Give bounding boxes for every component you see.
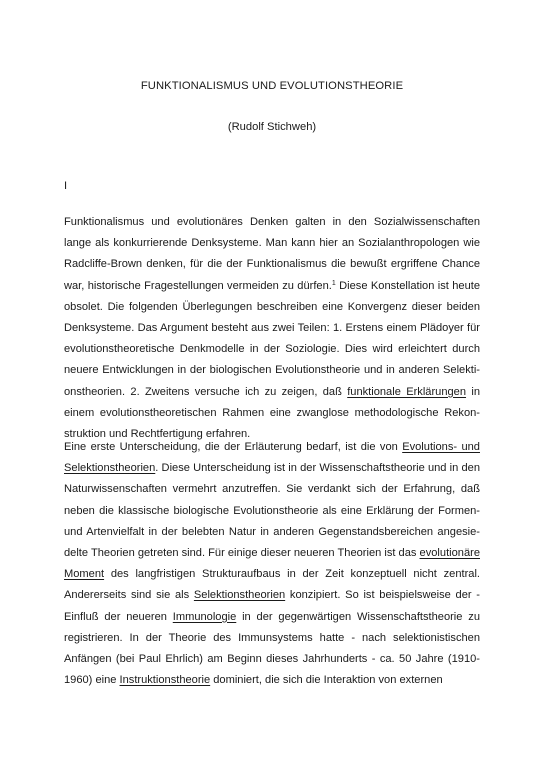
text-segment: war, historische Fragestellungen vermeiden zu dürfen.	[64, 279, 332, 292]
text-line	[64, 543, 480, 564]
text-segment: Anfängen (bei Paul Ehrlich) am Beginn dieses Jahrhunderts - ca. 50 Jahre (1910-	[64, 652, 480, 665]
text-segment: registrieren. In der Theorie des Immunsystems hatte - nach selektionistischen	[64, 631, 480, 644]
paragraph-1	[64, 212, 480, 445]
text-line	[64, 254, 480, 275]
paragraph-2	[64, 437, 480, 691]
document-author: (Rudolf Stichweh)	[227, 121, 317, 133]
document-title: FUNKTIONALISMUS UND EVOLUTIONSTHEORIE	[140, 80, 404, 92]
underlined-term: Evolutions- und	[402, 441, 480, 453]
text-segment: 1960) eine	[64, 674, 120, 687]
text-segment: in der gegenwärtigen Wissenschaftstheorie zu	[236, 610, 480, 623]
text-line	[64, 297, 480, 318]
underlined-term: Moment	[64, 568, 105, 581]
text-segment: dominiert, die sich die Interaktion von externen	[210, 674, 443, 687]
text-segment: struktion und Rechtfertigung erfahren.	[64, 427, 251, 440]
underlined-term: Instruktionstheorie	[119, 674, 211, 687]
text-line	[64, 522, 480, 543]
text-segment: und Artenvielfalt in der belebten Natur in anderen Gegenstandsbereichen angesie-	[64, 525, 480, 538]
text-line	[64, 318, 480, 339]
text-line	[64, 670, 480, 691]
text-segment: neben die klassische biologische Evolutionstheorie als eine Erklärung der Formen-	[64, 504, 480, 517]
text-line	[64, 479, 480, 500]
text-line	[64, 339, 480, 360]
text-segment: Einfluß der neueren	[64, 610, 173, 623]
text-line	[64, 437, 480, 458]
text-line	[64, 628, 480, 649]
text-segment: neuere Entwicklungen in der biologischen Evolutionstheorie und in anderen Selekti-	[64, 364, 480, 377]
text-segment: evolutionstheoretische Denkmodelle in der Soziologie. Dies wird erleichtert durch	[64, 343, 480, 356]
text-segment: onstheorien. 2. Zweitens versuche ich zu zeigen, daß	[64, 385, 348, 398]
text-segment: Denksysteme. Das Argument besteht aus zwei Teilen: 1. Erstens einem Plädoyer für	[64, 321, 480, 334]
text-segment: Andererseits sind sie als	[64, 589, 194, 602]
text-segment: lange als konkurrierende Denksysteme. Man kann hier an Sozialanthropologen wie	[64, 237, 480, 250]
text-segment: Diese Konstellation ist heute	[335, 279, 481, 292]
text-line	[64, 360, 480, 381]
text-line	[64, 276, 480, 297]
text-segment: konzipiert. So ist beispielsweise der -	[285, 589, 480, 602]
text-segment: Radcliffe-Brown denken, für die der Funktionalismus die bewußt ergriffene Chance	[64, 258, 480, 271]
text-segment: in	[466, 385, 481, 398]
text-segment: obsolet. Die folgenden Überlegungen beschreiben eine Konvergenz dieser beiden	[64, 300, 480, 313]
text-line	[64, 501, 480, 522]
text-segment: Naturwissenschaften vermehrt anzutreffen. Sie verdankt sich der Erfahrung, daß	[64, 483, 480, 496]
text-line	[64, 585, 480, 606]
text-segment: Funktionalismus und evolutionäres Denken galten in den Sozialwissenschaften	[64, 216, 480, 228]
text-line	[64, 382, 480, 403]
text-line	[64, 233, 480, 254]
underlined-term: Immunologie	[172, 610, 237, 623]
text-segment: . Diese Unterscheidung ist in der Wissenschaftstheorie und in den	[155, 462, 480, 475]
underlined-term: Selektionstheorien	[64, 462, 156, 475]
section-number: I	[64, 180, 68, 192]
underlined-term: funktionale Erklärungen	[347, 385, 467, 398]
underlined-term: evolutionäre	[419, 546, 480, 559]
text-segment: delte Theorien getreten sind. Für einige dieser neueren Theorien ist das	[64, 546, 420, 559]
text-line	[64, 564, 480, 585]
text-line	[64, 607, 480, 628]
footnote-marker[interactable]: 1	[331, 279, 336, 287]
text-segment: Eine erste Unterscheidung, die der Erläuterung bedarf, ist die von	[64, 441, 403, 453]
text-line	[64, 212, 480, 233]
text-line	[64, 403, 480, 424]
text-line	[64, 458, 480, 479]
underlined-term: Selektionstheorien	[193, 589, 286, 602]
text-segment: einem evolutionstheoretischen Rahmen eine zwanglose methodologische Rekon-	[64, 406, 480, 419]
text-segment: des langfristigen Strukturaufbaus in der Zeit konzeptuell nicht zentral.	[104, 568, 480, 581]
text-line	[64, 649, 480, 670]
